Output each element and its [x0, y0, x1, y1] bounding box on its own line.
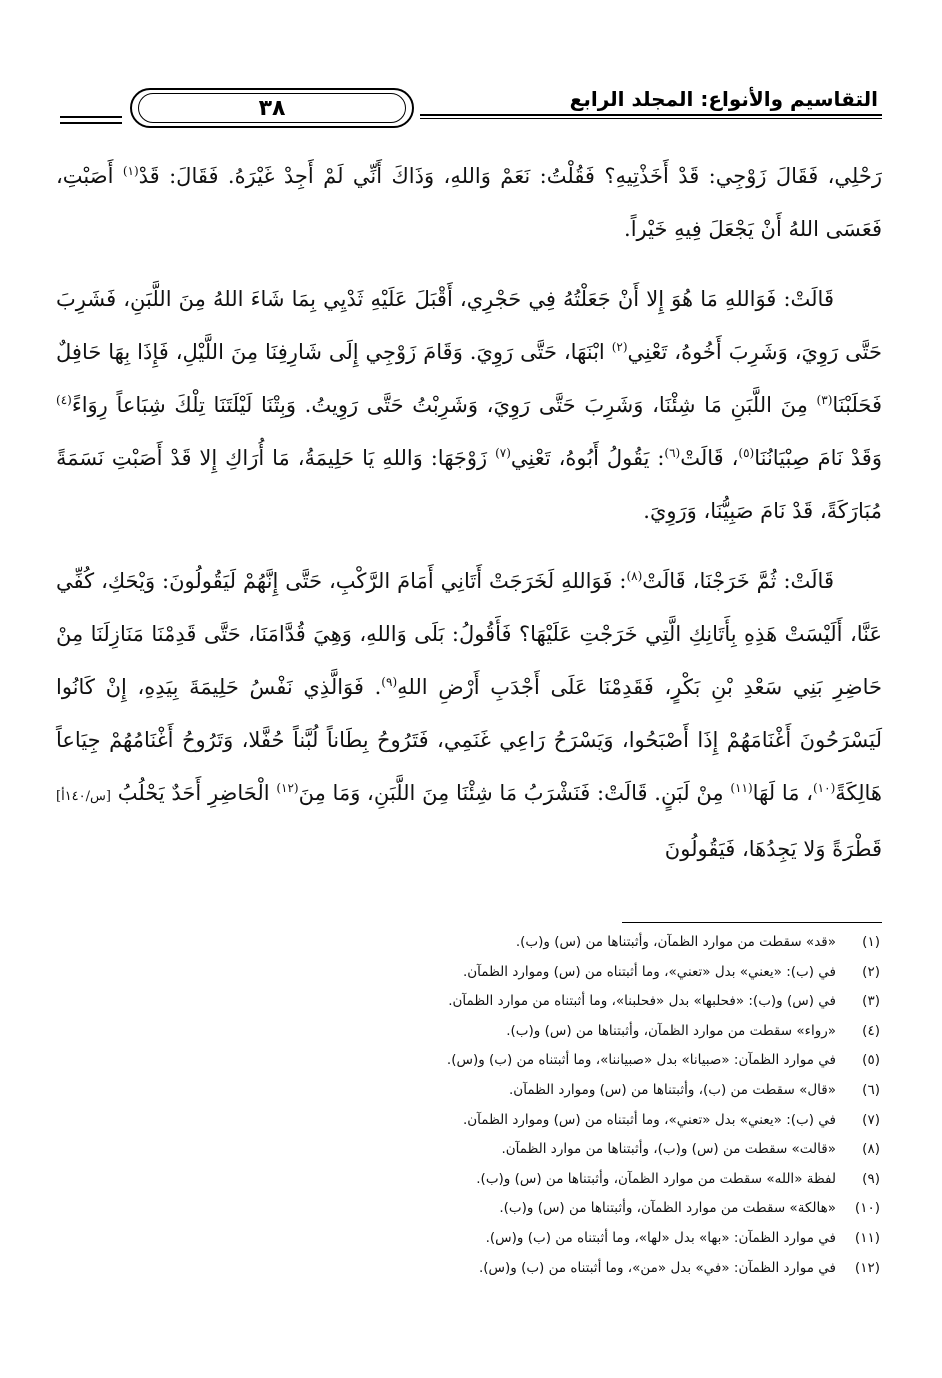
footnote-text: في موارد الظمآن: «صبيانا» بدل «صبياننا»، وما أثبتناه من (ب) و(س).: [446, 1052, 836, 1069]
footnote-ref-9[interactable]: (٩): [381, 675, 398, 689]
text-run: أَصَبْتِ، فَعَسَى اللهُ أَنْ يَجْعَلَ فِيهِ خَيْراً.: [56, 164, 882, 241]
footnote-text: «هالكة» سقطت من موارد الظمآن، وأثبتناها من (س) و(ب).: [499, 1200, 836, 1217]
footnote-ref-3[interactable]: (٣): [816, 393, 833, 407]
footnote-text: لفظة «الله» سقطت من موارد الظمآن، وأثبتناها من (س) و(ب).: [476, 1170, 836, 1187]
footnote-item: [120, 1135, 880, 1165]
footnote-number: (١٠): [854, 1200, 880, 1217]
page-number: ٣٨: [138, 93, 406, 123]
footnote-ref-1[interactable]: (١): [122, 164, 139, 178]
text-run: الْحَاضِرِ أَحَدٌ يَحْلُبُ: [110, 781, 277, 805]
footnote-ref-5[interactable]: (٥): [738, 446, 755, 460]
text-run: رَحْلِي، فَقَالَ زَوْجِي: قَدْ أَخَذْتِيهِ؟ فَقُلْتُ: نَعَمْ وَاللهِ، وَذَاكَ أَنِّي لَمْ أَجِدْ غَيْرَهُ. فَقَالَ: قَدْ: [138, 164, 882, 188]
footnote-text: في (س) و(ب): «فحلبها» بدل «فحلبنا»، وما أثبتناه من موارد الظمآن.: [448, 993, 836, 1010]
footnote-item: [120, 958, 880, 988]
manuscript-folio-marker: [س/١٤٠أ]: [56, 789, 111, 804]
text-run: : فَوَاللهِ لَخَرَجَتْ أَتَانِي أَمَامَ الرَّكْبِ، حَتَّى إِنَّهُمْ لَيَقُولُونَ: وَيْحَكِ، كُفِّي عَنَّا، أَلَيْسَتْ هَذِهِ بِأَتَانِكِ الَّتِي خَرَجْتِ عَلَيْهَا؟ فَأَقُولُ: بَلَى وَاللهِ، وَهِيَ قُدَّامَنَا، حَتَّى قَدِمْنَا مَنَازِلَنَا مِنْ حَاضِرِ بَنِي سَعْدِ بْنِ بَكْرٍ، فَقَدِمْنَا عَلَى أَجْدَبِ أَرْضِ اللهِ: [56, 569, 882, 699]
header-rule-left: [60, 116, 122, 118]
footnote-number: (٧): [862, 1111, 880, 1128]
text-run: . فَوَالَّذِي نَفْسُ حَلِيمَةَ بِيَدِهِ، إِنْ كَانُوا لَيَسْرَحُونَ أَغْنَامَهُمْ إِذَا أَصْبَحُوا، وَيَسْرَحُ رَاعِي غَنَمِي، فَتَرُوحُ بِطَاناً لُبَّناً حُفَّلا، وَتَرُوحُ أَغْنَامُهُمْ جِيَاعاً هَالِكَةً: [56, 675, 882, 805]
footnote-ref-7[interactable]: (٧): [495, 446, 511, 460]
text-run: قَالَتْ: ثُمَّ خَرَجْنَا، قَالَتْ: [642, 569, 834, 593]
footnotes: [120, 928, 880, 1283]
footnote-text: في (ب): «يعني» بدل «تعني»، وما أثبتناه من (س) وموارد الظمآن.: [462, 963, 836, 980]
text-run: مِنْ لَبَنٍ. قَالَتْ: فَنَشْرَبُ مَا شِئْنَا مِنَ اللَّبَنِ، وَمَا مِنَ: [298, 781, 731, 805]
footnote-text: في موارد الظمآن: «بها» بدل «لها»، وما أثبتناه من (ب) و(س).: [485, 1229, 836, 1246]
footnote-number: (٦): [862, 1081, 880, 1098]
footnote-item: [120, 1165, 880, 1195]
footnote-ref-8[interactable]: (٨): [626, 569, 643, 583]
footnote-item: [120, 1076, 880, 1106]
footnote-ref-12[interactable]: (١٢): [276, 781, 299, 795]
paragraph-3: [56, 555, 882, 876]
footnote-number: (٩): [862, 1170, 880, 1187]
text-run: : يَقُولُ أَبُوهُ، تَعْنِي: [510, 446, 665, 470]
text-run: قَالَتْ: فَوَاللهِ مَا هُوَ إِلا أَنْ جَعَلْتُهُ فِي حَجْرِي، أَقْبَلَ عَلَيْهِ ثَدْيِي بِمَا شَاءَ اللهُ مِنَ اللَّبَنِ، فَشَرِبَ حَتَّى رَوِيَ، وَشَرِبَ أَخُوهُ، تَعْنِي: [56, 287, 882, 364]
footnote-item: [120, 928, 880, 958]
footnote-number: (٤): [862, 1022, 880, 1039]
paragraph-2: [56, 273, 882, 538]
text-run: مِنَ اللَّبَنِ مَا شِئْنَا، وَشَرِبَ حَتَّى رَوِيَ، وَشَرِبْتُ حَتَّى رَوِيتُ. وَبِتْنَا لَيْلَتَنَا تِلْكَ شِبَاعاً رِوَاءً: [71, 393, 817, 417]
footnote-item: [120, 1017, 880, 1047]
footnote-ref-6[interactable]: (٦): [664, 446, 681, 460]
footnote-number: (٢): [862, 963, 880, 980]
footnote-separator: [622, 922, 882, 923]
footnote-item: [120, 1194, 880, 1224]
header-rule: [420, 114, 882, 116]
text-run: ، قَالَتْ: [680, 446, 739, 470]
footnote-text: في (ب): «يعني» بدل «تعني»، وما أثبتناه من (س) وموارد الظمآن.: [462, 1111, 836, 1128]
footnote-number: (٥): [862, 1052, 880, 1069]
footnote-ref-4[interactable]: (٤): [56, 393, 72, 407]
text-run: زَوْجَهَا: وَاللهِ يَا حَلِيمَةُ، مَا أُرَاكِ إِلا قَدْ أَصَبْتِ نَسَمَةً مُبَارَكَةً، قَدْ نَامَ صَبِيُّنَا، وَرَوِيَ.: [56, 446, 882, 523]
header-rule-left-second: [60, 122, 122, 124]
footnote-text: «قد» سقطت من موارد الظمآن، وأثبتناها من (س) و(ب).: [515, 934, 836, 950]
footnote-item: [120, 1046, 880, 1076]
text-run: وَقَدْ نَامَ صِبْيَانُنَا: [754, 446, 882, 470]
footnote-ref-2[interactable]: (٢): [611, 340, 628, 354]
footnote-number: (١): [862, 934, 880, 950]
text-run: ابْنَهَا، حَتَّى رَوِيَ. وَقَامَ زَوْجِي إِلَى شَارِفِنَا مِنَ اللَّيْلِ، فَإِذَا بِهَا حَافِلٌ فَحَلَبْنَا: [56, 340, 882, 417]
footnote-text: في موارد الظمآن: «في» بدل «من»، وما أثبتناه من (ب) و(س).: [478, 1259, 836, 1276]
footnote-text: «قالت» سقطت من (س) و(ب)، وأثبتناها من موارد الظمآن.: [501, 1141, 836, 1158]
header-rule-thin: [420, 118, 882, 119]
footnote-item: [120, 987, 880, 1017]
paragraph-1: [56, 150, 882, 256]
footnote-ref-11[interactable]: (١١): [730, 781, 753, 795]
text-run: ، مَا لَهَا: [752, 781, 813, 805]
footnote-text: «قال» سقطت من (ب)، وأثبتناها من (س) وموارد الظمآن.: [509, 1081, 836, 1098]
footnote-text: «رواء» سقطت من موارد الظمآن، وأثبتناها من (س) و(ب).: [506, 1022, 836, 1039]
text-run: قَطْرَةً وَلا يَجِدُهَا، فَيَقُولُونَ: [664, 837, 882, 861]
footnote-number: (١١): [854, 1229, 880, 1246]
footnote-item: [120, 1106, 880, 1136]
running-header-title: التقاسيم والأنواع: المجلد الرابع: [569, 87, 878, 111]
footnote-ref-10[interactable]: (١٠): [812, 781, 836, 795]
footnote-number: (١٢): [854, 1259, 880, 1276]
footnote-item: [120, 1224, 880, 1254]
main-text: [56, 150, 882, 876]
footnote-number: (٨): [862, 1141, 880, 1158]
footnote-number: (٣): [862, 993, 880, 1010]
footnote-item: [120, 1254, 880, 1284]
